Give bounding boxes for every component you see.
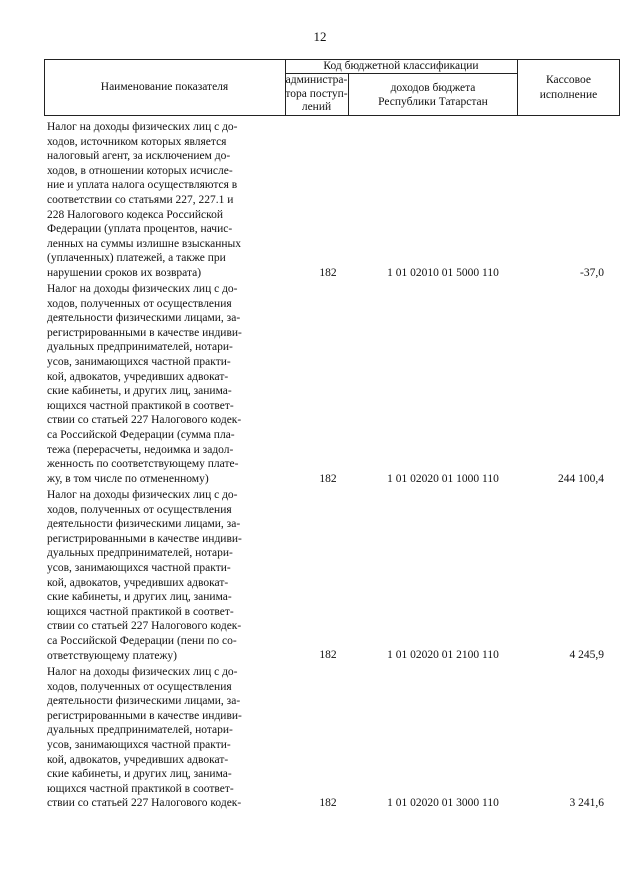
row-admin-code: 182	[319, 797, 337, 809]
name-column-header: Наименование показателя	[100, 81, 229, 93]
table-header	[44, 59, 620, 116]
row-description: Налог на доходы физических лиц с до- ходов, полученных от осуществления деятельности физическими лицами, за- регистрированными в качестве индиви- дуальных предпринимателей, нотари- усов, занимающихся частной практи- кой, адвокатов, учредивших адвокат- ские кабинеты, и других лиц, занима- ющихся частной практикой в соответ- ствии со статьей 227 Налогового кодек- са Российской Федерации (сумма пла- тежа (перерасчеты, недоимка и задол- женность по соответствующему плате- жу, в том числе по отмененному)	[47, 283, 242, 485]
row-description: Налог на доходы физических лиц с до- ходов, источником которых является налоговый агент, за исключением до- ходов, в отношении которых исчисле- ние и уплата налога осуществляются в соответствии со статьями 227, 227.1 и 228 Налогового кодекса Российской Федерации (уплата процентов, начис- ленных на суммы излишне взысканных (уплаченных) платежей, а также при нарушении сроков их возврата)	[47, 121, 242, 279]
row-admin-code: 182	[319, 473, 337, 485]
row-description: Налог на доходы физических лиц с до- ходов, полученных от осуществления деятельности физическими лицами, за- регистрированными в качестве индиви- дуальных предпринимателей, нотари- усов, занимающихся частной практи- кой, адвокатов, учредивших адвокат- ские кабинеты, и других лиц, занима- ющихся частной практикой в соответ- ствии со статьей 227 Налогового кодек- са Российской Федерации (пени по со- ответствующему платежу)	[47, 489, 242, 662]
row-value: 3 241,6	[569, 797, 604, 809]
row-budget-code: 1 01 02020 01 2100 110	[387, 649, 499, 661]
row-value: -37,0	[580, 267, 604, 279]
income-column-header: доходов бюджета Республики Татарстан	[378, 81, 488, 108]
row-description: Налог на доходы физических лиц с до- ходов, полученных от осуществления деятельности физическими лицами, за- регистрированными в качестве индиви- дуальных предпринимателей, нотари- усов, занимающихся частной практи- кой, адвокатов, учредивших адвокат- ские кабинеты, и других лиц, занима- ющихся частной практикой в соответ- ствии со статьей 227 Налогового кодек-	[47, 666, 242, 810]
row-value: 244 100,4	[558, 473, 604, 485]
row-budget-code: 1 01 02020 01 1000 110	[387, 473, 499, 485]
admin-column-header: администра- тора поступ- лений	[285, 74, 348, 114]
row-admin-code: 182	[319, 267, 337, 279]
row-budget-code: 1 01 02020 01 3000 110	[387, 797, 499, 809]
row-budget-code: 1 01 02010 01 5000 110	[387, 267, 499, 279]
exec-column-header: Кассовое исполнение	[539, 73, 598, 101]
row-admin-code: 182	[319, 649, 337, 661]
row-value: 4 245,9	[569, 649, 604, 661]
budget-code-group-header: Код бюджетной классификации	[323, 59, 479, 72]
page-number: 12	[313, 29, 327, 44]
